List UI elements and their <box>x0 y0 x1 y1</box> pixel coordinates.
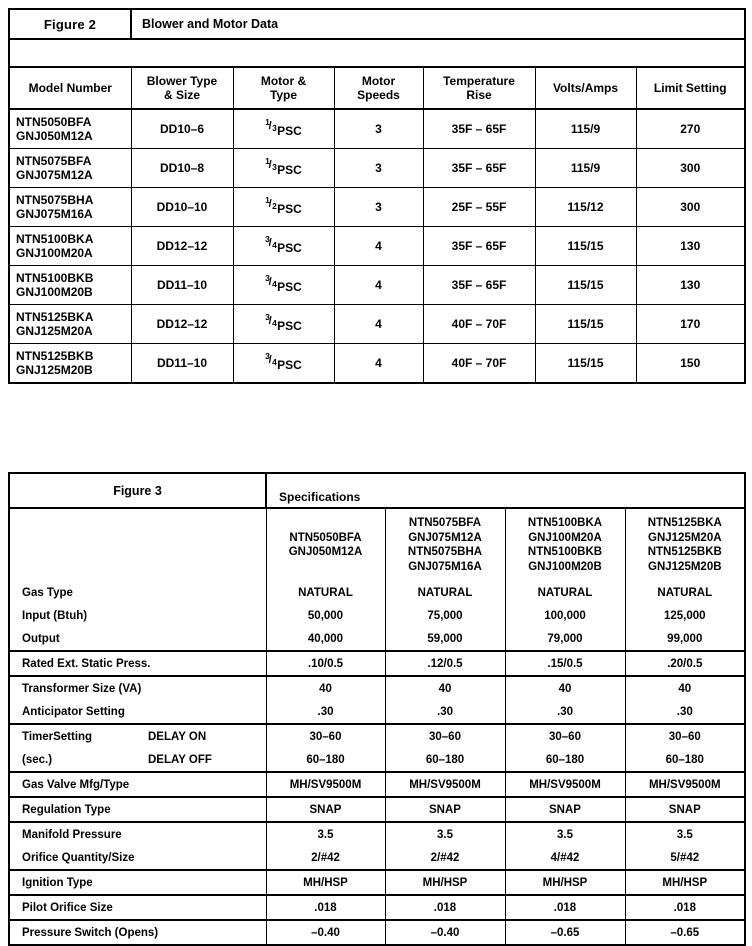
cell-motor-speeds: 3 <box>334 149 423 188</box>
spec-value-col-2: MH/HSP <box>385 870 505 895</box>
model-line-2: GNJ075M16A <box>16 207 93 221</box>
spec-label-primary: (sec.) <box>22 753 53 766</box>
model-line-1: NTN5125BKA <box>16 310 94 324</box>
spec-value-col-2: .018 <box>385 895 505 920</box>
fig2-col-motor-l1: Motor & <box>260 74 307 88</box>
spec-row <box>9 604 745 627</box>
model-line-1: NTN5075BHA <box>16 193 94 207</box>
cell-motor-speeds: 3 <box>334 188 423 227</box>
cell-blower-type-size: DD12–12 <box>131 305 233 344</box>
cell-volts-amps: 115/12 <box>535 188 636 227</box>
cell-model-number <box>9 109 131 149</box>
cell-limit-setting: 300 <box>636 149 745 188</box>
model-line-2: GNJ125M20A <box>16 324 93 338</box>
spec-value-col-4: .20/0.5 <box>625 651 745 676</box>
fig2-figure-title: Blower and Motor Data <box>131 9 745 39</box>
spec-row-label: Orifice Quantity/Size <box>9 846 266 870</box>
spec-value-col-3: 40 <box>505 676 625 700</box>
fig2-col-volts-amps: Volts/Amps <box>535 67 636 109</box>
spec-label-secondary: DELAY OFF <box>148 753 212 766</box>
spec-row <box>9 797 745 822</box>
spec-row <box>9 724 745 748</box>
fig2-title-row <box>9 9 745 39</box>
spec-value-col-1: 2/#42 <box>266 846 385 870</box>
specifications-table <box>8 472 746 946</box>
cell-motor-type: 1 / 3 PSC <box>233 109 334 149</box>
table-row <box>9 227 745 266</box>
fig2-col-limit-setting: Limit Setting <box>636 67 745 109</box>
model-line-2: GNJ075M12A <box>408 531 482 544</box>
spec-value-col-2: MH/SV9500M <box>385 772 505 797</box>
fig2-col-blower-type-size <box>131 67 233 109</box>
spec-value-col-4: .30 <box>625 700 745 724</box>
model-line-1: NTN5075BFA <box>16 154 92 168</box>
spec-value-col-2: 75,000 <box>385 604 505 627</box>
table-row <box>9 188 745 227</box>
spec-row <box>9 748 745 772</box>
fig2-col-motor-l2: Type <box>269 88 298 102</box>
fig3-figure-title: Specifications <box>266 473 745 508</box>
fraction-glyph: 3 / 4 <box>265 350 277 367</box>
model-line-2: GNJ125M20B <box>16 363 93 377</box>
cell-temperature-rise: 35F – 65F <box>423 149 535 188</box>
model-line-3: NTN5075BHA <box>407 546 483 558</box>
fraction-glyph: 1 / 3 <box>265 155 277 172</box>
cell-model-number <box>9 266 131 305</box>
spec-value-col-1: 60–180 <box>266 748 385 772</box>
cell-temperature-rise: 40F – 70F <box>423 305 535 344</box>
spec-row-label: Pressure Switch (Opens) <box>9 920 266 945</box>
cell-model-number <box>9 227 131 266</box>
spec-value-col-3: .30 <box>505 700 625 724</box>
fig2-col-temp-l2: Rise <box>466 88 492 102</box>
model-line-3: NTN5100BKB <box>527 546 603 558</box>
table-row <box>9 109 745 149</box>
cell-volts-amps: 115/9 <box>535 149 636 188</box>
spec-value-col-3: NATURAL <box>505 581 625 604</box>
fraction-glyph: 3 / 4 <box>265 272 277 289</box>
cell-volts-amps: 115/15 <box>535 305 636 344</box>
fig2-col-temp-l1: Temperature <box>443 74 515 88</box>
table-row <box>9 149 745 188</box>
spec-row <box>9 772 745 797</box>
spec-value-col-4: 3.5 <box>625 822 745 846</box>
cell-motor-type: 1 / 3 PSC <box>233 149 334 188</box>
model-line-2: GNJ050M12A <box>288 546 363 558</box>
table-row <box>9 266 745 305</box>
fraction-glyph: 1 / 2 <box>265 194 277 211</box>
fig3-model-header-col-3 <box>505 508 625 581</box>
cell-motor-type: 1 / 2 PSC <box>233 188 334 227</box>
spec-row <box>9 627 745 651</box>
cell-motor-type: 3 / 4 PSC <box>233 266 334 305</box>
model-line-1: NTN5050BFA <box>16 115 92 129</box>
fig2-col-model-number: Model Number <box>9 67 131 109</box>
cell-temperature-rise: 35F – 65F <box>423 227 535 266</box>
spec-row-label: Transformer Size (VA) <box>9 676 266 700</box>
spec-value-col-3: MH/SV9500M <box>505 772 625 797</box>
fig2-col-blower-l2: & Size <box>163 88 200 102</box>
fig2-figure-label: Figure 2 <box>9 9 131 39</box>
fig2-column-header-row <box>9 67 745 109</box>
spec-value-col-3: .15/0.5 <box>505 651 625 676</box>
cell-motor-type: 3 / 4 PSC <box>233 305 334 344</box>
model-line-1: NTN5050BFA <box>289 531 362 544</box>
model-line-3: NTN5125BKB <box>647 546 722 558</box>
spec-value-col-1: SNAP <box>266 797 385 822</box>
spec-row-label: Gas Valve Mfg/Type <box>9 772 266 797</box>
cell-blower-type-size: DD10–8 <box>131 149 233 188</box>
spec-value-col-2: 3.5 <box>385 822 505 846</box>
fig2-col-speeds-l2: Speeds <box>357 88 400 102</box>
spec-value-col-1: –0.40 <box>266 920 385 945</box>
cell-motor-speeds: 4 <box>334 344 423 384</box>
cell-motor-speeds: 4 <box>334 266 423 305</box>
model-line-2: GNJ100M20A <box>528 531 602 544</box>
cell-blower-type-size: DD10–6 <box>131 109 233 149</box>
cell-volts-amps: 115/15 <box>535 266 636 305</box>
cell-volts-amps: 115/15 <box>535 227 636 266</box>
model-line-2: GNJ100M20A <box>16 246 93 260</box>
cell-temperature-rise: 35F – 65F <box>423 266 535 305</box>
spec-value-col-1: 50,000 <box>266 604 385 627</box>
spec-row-label: Output <box>9 627 266 651</box>
fig2-col-temperature-rise <box>423 67 535 109</box>
spec-value-col-1: NATURAL <box>266 581 385 604</box>
fig2-col-motor-type <box>233 67 334 109</box>
spec-label-primary: TimerSetting <box>22 730 93 743</box>
spec-value-col-4: NATURAL <box>625 581 745 604</box>
spec-value-col-4: SNAP <box>625 797 745 822</box>
cell-limit-setting: 170 <box>636 305 745 344</box>
spec-value-col-3: 100,000 <box>505 604 625 627</box>
spec-row-label: Regulation Type <box>9 797 266 822</box>
cell-limit-setting: 150 <box>636 344 745 384</box>
spec-row <box>9 822 745 846</box>
fig2-col-blower-l1: Blower Type <box>146 74 218 88</box>
spec-value-col-1: 30–60 <box>266 724 385 748</box>
spec-value-col-3: .018 <box>505 895 625 920</box>
model-line-2: GNJ050M12A <box>16 129 93 143</box>
model-line-1: NTN5100BKB <box>16 271 94 285</box>
spec-value-col-2: .30 <box>385 700 505 724</box>
table-row <box>9 344 745 384</box>
cell-motor-speeds: 4 <box>334 227 423 266</box>
cell-motor-type: 3 / 4 PSC <box>233 344 334 384</box>
spec-value-col-4: 5/#42 <box>625 846 745 870</box>
spec-value-col-1: 40,000 <box>266 627 385 651</box>
spec-value-col-4: 125,000 <box>625 604 745 627</box>
fraction-glyph: 1 / 3 <box>265 116 277 133</box>
cell-temperature-rise: 35F – 65F <box>423 109 535 149</box>
spec-value-col-1: 3.5 <box>266 822 385 846</box>
model-line-4: GNJ100M20B <box>528 560 602 573</box>
cell-motor-speeds: 4 <box>334 305 423 344</box>
fig2-col-speeds-l1: Motor <box>361 74 396 88</box>
spec-value-col-2: –0.40 <box>385 920 505 945</box>
cell-blower-type-size: DD10–10 <box>131 188 233 227</box>
cell-limit-setting: 130 <box>636 266 745 305</box>
spec-value-col-4: 60–180 <box>625 748 745 772</box>
spec-value-col-1: .30 <box>266 700 385 724</box>
cell-model-number <box>9 305 131 344</box>
model-line-1: NTN5075BFA <box>408 517 482 529</box>
spec-row-label: Rated Ext. Static Press. <box>9 651 266 676</box>
cell-model-number <box>9 188 131 227</box>
cell-limit-setting: 270 <box>636 109 745 149</box>
cell-motor-type: 3 / 4 PSC <box>233 227 334 266</box>
spec-value-col-2: SNAP <box>385 797 505 822</box>
spec-value-col-4: MH/HSP <box>625 870 745 895</box>
spec-value-col-4: 99,000 <box>625 627 745 651</box>
cell-blower-type-size: DD11–10 <box>131 266 233 305</box>
spec-value-col-1: MH/SV9500M <box>266 772 385 797</box>
spec-value-col-2: NATURAL <box>385 581 505 604</box>
fig3-model-header-col-1 <box>266 508 385 581</box>
spec-value-col-3: –0.65 <box>505 920 625 945</box>
spec-value-col-2: 2/#42 <box>385 846 505 870</box>
fraction-glyph: 3 / 4 <box>265 311 277 328</box>
spec-value-col-4: .018 <box>625 895 745 920</box>
cell-temperature-rise: 25F – 55F <box>423 188 535 227</box>
spec-row <box>9 676 745 700</box>
fig3-model-header-col-4 <box>625 508 745 581</box>
spec-label-secondary: DELAY ON <box>148 730 207 743</box>
spec-value-col-4: MH/SV9500M <box>625 772 745 797</box>
spec-value-col-2: 60–180 <box>385 748 505 772</box>
cell-volts-amps: 115/9 <box>535 109 636 149</box>
spec-row-label: Pilot Orifice Size <box>9 895 266 920</box>
spec-value-col-4: 30–60 <box>625 724 745 748</box>
spec-value-col-2: 30–60 <box>385 724 505 748</box>
cell-model-number <box>9 344 131 384</box>
cell-limit-setting: 300 <box>636 188 745 227</box>
spec-row-label: Anticipator Setting <box>9 700 266 724</box>
cell-volts-amps: 115/15 <box>535 344 636 384</box>
fig3-figure-label: Figure 3 <box>9 473 266 508</box>
spec-value-col-1: 40 <box>266 676 385 700</box>
spec-value-col-3: SNAP <box>505 797 625 822</box>
model-line-2: GNJ125M20A <box>648 531 722 544</box>
cell-temperature-rise: 40F – 70F <box>423 344 535 384</box>
model-line-1: NTN5100BKA <box>16 232 94 246</box>
model-line-1: NTN5125BKB <box>16 349 94 363</box>
fig3-title-row <box>9 473 745 508</box>
fig2-data-body <box>9 109 745 383</box>
fig3-spec-body <box>9 581 745 945</box>
spec-row <box>9 700 745 724</box>
spec-row <box>9 651 745 676</box>
cell-model-number <box>9 149 131 188</box>
fraction-glyph: 3 / 4 <box>265 233 277 250</box>
spec-value-col-4: 40 <box>625 676 745 700</box>
model-line-1: NTN5125BKA <box>647 517 722 529</box>
spec-row <box>9 870 745 895</box>
cell-blower-type-size: DD12–12 <box>131 227 233 266</box>
fig2-col-motor-speeds <box>334 67 423 109</box>
cell-limit-setting: 130 <box>636 227 745 266</box>
spec-value-col-2: 59,000 <box>385 627 505 651</box>
spec-value-col-3: 79,000 <box>505 627 625 651</box>
spec-value-col-3: 60–180 <box>505 748 625 772</box>
table-row <box>9 305 745 344</box>
spec-row-label: Gas Type <box>9 581 266 604</box>
spec-row-label <box>9 724 266 748</box>
cell-blower-type-size: DD11–10 <box>131 344 233 384</box>
fig3-model-header-col-2 <box>385 508 505 581</box>
fig3-model-header-blank <box>9 508 266 581</box>
spec-row <box>9 920 745 945</box>
spec-row-label <box>9 748 266 772</box>
spec-value-col-3: 30–60 <box>505 724 625 748</box>
spec-row-label: Ignition Type <box>9 870 266 895</box>
spec-value-col-1: MH/HSP <box>266 870 385 895</box>
cell-motor-speeds: 3 <box>334 109 423 149</box>
model-line-4: GNJ075M16A <box>408 560 482 573</box>
spec-row <box>9 581 745 604</box>
spec-value-col-3: MH/HSP <box>505 870 625 895</box>
model-line-2: GNJ075M12A <box>16 168 93 182</box>
fig3-model-header-row <box>9 508 745 581</box>
fig2-spacer-cell <box>9 39 745 67</box>
spec-value-col-1: .10/0.5 <box>266 651 385 676</box>
spec-row-label: Manifold Pressure <box>9 822 266 846</box>
model-line-1: NTN5100BKA <box>527 517 603 529</box>
spec-value-col-1: .018 <box>266 895 385 920</box>
spec-row-label: Input (Btuh) <box>9 604 266 627</box>
spec-value-col-2: 40 <box>385 676 505 700</box>
spec-value-col-3: 3.5 <box>505 822 625 846</box>
spec-value-col-2: .12/0.5 <box>385 651 505 676</box>
spec-value-col-3: 4/#42 <box>505 846 625 870</box>
model-line-4: GNJ125M20B <box>648 560 722 573</box>
fig2-spacer-row <box>9 39 745 67</box>
model-line-2: GNJ100M20B <box>16 285 93 299</box>
spec-row <box>9 895 745 920</box>
blower-and-motor-data-table <box>8 8 746 384</box>
spec-value-col-4: –0.65 <box>625 920 745 945</box>
spec-row <box>9 846 745 870</box>
